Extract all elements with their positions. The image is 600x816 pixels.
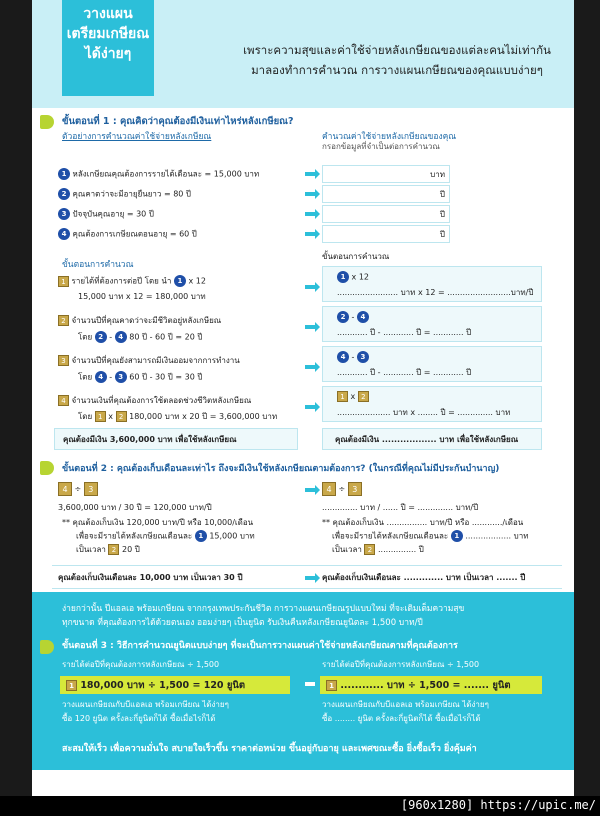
input-income[interactable] <box>322 165 450 183</box>
calc-2-result: 80 ปี - 60 ปี = 20 ปี <box>129 332 203 342</box>
bottom-bar <box>0 796 600 816</box>
calc-box-3[interactable] <box>322 346 542 382</box>
step2-r4 <box>332 544 424 556</box>
intro-text <box>222 40 572 80</box>
title-line-3: ได้ง่ายๆ <box>84 46 132 62</box>
step2-r4-value: ............... ปี <box>378 545 424 554</box>
square-3-icon: 3 <box>58 355 69 366</box>
step1-marker-icon <box>40 115 54 129</box>
step2-r1: .............. บาท / ...... ปี = .............. บาท/ปี <box>322 503 479 512</box>
bottom-intro-2: ทุกขนาด ที่คุณต้องการได้ด้วยตนเอง ออมง่ายๆ เป็นยูนิต รับเงินคืนหลังเกษียณยูนิตละ 1,500 บาท/ปี <box>62 618 423 628</box>
step2-l3 <box>76 530 255 543</box>
calc-4-line-2: โดย 1 x 2 180,000 บาท x 20 ปี = 3,600,000 บาท <box>78 412 278 421</box>
num-3-icon: 3 <box>115 371 127 383</box>
square-4-icon: 4 <box>322 482 336 496</box>
input-retire-age[interactable] <box>322 225 450 243</box>
square-1-icon: 1 <box>337 391 348 402</box>
calc-1-mult: x 12 <box>188 276 206 286</box>
step2-right-formula-icons <box>322 482 362 496</box>
item-3-text: ปัจจุบันคุณอายุ = 30 ปี <box>72 209 154 219</box>
step2-l1: 3,600,000 บาท / 30 ปี = 120,000 บาท/ปี <box>58 503 212 512</box>
square-4-icon: 4 <box>58 482 72 496</box>
step3-right-calc[interactable] <box>320 676 542 694</box>
step2-l3-text: เพื่อจะมีรายได้หลังเกษียณเดือนละ <box>76 531 193 541</box>
calc-box-1-formula: ........................ บาท x 12 = .........................บาท/ปี <box>337 288 534 297</box>
calc-box-4-formula: ..................... บาท x ........ ปี = .............. บาท <box>337 408 511 417</box>
arrow-icon <box>305 212 315 216</box>
square-3-icon: 3 <box>348 482 362 496</box>
calc-4-line-1 <box>58 395 251 407</box>
unit-label: ปี <box>439 210 445 219</box>
calc-3-line-1 <box>58 355 240 367</box>
square-2-icon: 2 <box>364 544 375 555</box>
square-2-icon: 2 <box>358 391 369 402</box>
num-4-icon: 4 <box>357 311 369 323</box>
calc-2-line-1 <box>58 315 221 327</box>
step2-result-right: คุณต้องเก็บเงินเดือนละ ............. บาท เป็นเวลา ....... ปี <box>322 573 526 582</box>
num-4-icon: 4 <box>95 371 107 383</box>
item-1-text: หลังเกษียณคุณต้องการรายได้เดือนละ = 15,000 บาท <box>72 169 260 179</box>
step1-fill-label: กรอกข้อมูลที่จำเป็นต่อการคำนวณ <box>322 142 440 151</box>
calc-2-pre: โดย <box>78 332 93 342</box>
calc-box-3-formula: ............ ปี - ............ ปี = ............ ปี <box>337 368 472 377</box>
square-2-icon: 2 <box>108 544 119 555</box>
step3-left-calc-text: 180,000 บาท ÷ 1,500 = 120 ยูนิต <box>80 680 246 691</box>
calc-box-4-mult: x <box>350 392 356 401</box>
calc-box-3-top: 4 - 3 <box>337 351 369 364</box>
arrow-icon <box>305 232 315 236</box>
calc-2-text: จำนวนปีที่คุณคาดว่าจะมีชีวิตอยู่หลังเกษียณ <box>71 316 222 325</box>
calc-4-result: 180,000 บาท x 20 ปี = 3,600,000 บาท <box>129 412 278 421</box>
num-1-icon: 1 <box>451 530 463 542</box>
num-1-icon: 1 <box>58 168 70 180</box>
step3-left-note-2: ซื้อ 120 ยูนิต ครั้งละกี่ยูนิตก็ได้ ซื้อเมื่อไรก็ได้ <box>62 714 216 723</box>
watermark: [960x1280] https://upic.me/ <box>400 798 596 812</box>
step3-heading: ขั้นตอนที่ 3 : วิธีการคำนวณยูนิตแบบง่ายๆ ที่จะเป็นการวางแผนค่าใช้จ่ายหลังเกษียณตามที่คุณต้องการ <box>62 641 458 651</box>
arrow-icon <box>305 405 315 409</box>
divide-sign: ÷ <box>338 484 346 494</box>
square-1-icon: 1 <box>58 276 69 287</box>
num-1-icon: 1 <box>174 275 186 287</box>
step2-l4-value: 20 ปี <box>122 545 140 554</box>
calc-box-2-formula: ............ ปี - ............ ปี = ............ ปี <box>337 328 472 337</box>
square-1-icon: 1 <box>66 680 77 691</box>
calc-3-line-2: โดย 4 - 3 60 ปี - 30 ปี = 30 ปี <box>78 372 203 382</box>
calc-box-2[interactable] <box>322 306 542 342</box>
calc-3-text: จำนวนปีที่คุณยังสามารถมีเงินออมจากการทำงาน <box>71 356 240 365</box>
step1-heading: ขั้นตอนที่ 1 : คุณคิดว่าคุณต้องมีเงินเท่าไหร่หลังเกษียณ? <box>62 116 294 127</box>
num-2-icon: 2 <box>337 311 349 323</box>
arrow-icon <box>305 325 315 329</box>
num-4-icon: 4 <box>58 228 70 240</box>
step3-left-calc <box>60 676 290 694</box>
calc-box-1[interactable] <box>322 266 542 302</box>
step2-r3 <box>332 530 528 543</box>
step3-right-note-2: ซื้อ ........ ยูนิต ครั้งละกี่ยูนิตก็ได้ ซื้อเมื่อไรก็ได้ <box>322 714 481 723</box>
title-box <box>62 0 154 96</box>
calc-label-left: ขั้นตอนการคำนวณ <box>62 260 134 270</box>
step3-right-note-1: วางแผนเกษียณกับบีแอลเอ พร้อมเกษียณ ได้ง่ายๆ <box>322 700 489 709</box>
num-1-icon: 1 <box>337 271 349 283</box>
num-3-icon: 3 <box>357 351 369 363</box>
calc-box-2-top: 2 - 4 <box>337 311 369 324</box>
item-1 <box>58 168 259 181</box>
intro-line-2: มาลองทำการคำนวณ การวางแผนเกษียณของคุณแบบง่ายๆ <box>251 63 543 77</box>
step2-left-formula-icons <box>58 482 98 496</box>
input-age[interactable] <box>322 205 450 223</box>
bottom-intro-1: ง่ายกว่านั้น ปีแอลเอ พร้อมเกษียณ จากกรุงเทพประกันชีวิต การวางแผนเกษียณรูปแบบใหม่ ที่จะเติมเต็มความสุข <box>62 604 465 614</box>
step3-right-label: รายได้ต่อปีที่คุณต้องการหลังเกษียณ ÷ 1,500 <box>322 660 480 669</box>
intro-line-1: เพราะความสุขและค่าใช้จ่ายหลังเกษียณของแต่ละคนไม่เท่ากัน <box>243 43 551 57</box>
square-2-icon: 2 <box>58 315 69 326</box>
step2-heading: ขั้นตอนที่ 2 : คุณต้องเก็บเดือนละเท่าไร ถึงจะมีเงินใช้หลังเกษียณตามต้องการ? (ในกรณีที่คุณไม่มีประกันบำนาญ) <box>62 464 500 474</box>
calc-label-right: ขั้นตอนการคำนวณ <box>322 252 390 261</box>
calc-box-1-mult: x 12 <box>351 272 370 282</box>
result-box-left <box>54 428 298 450</box>
square-1-icon: 1 <box>95 411 106 422</box>
step3-left-label: รายได้ต่อปีที่คุณต้องการหลังเกษียณ ÷ 1,500 <box>62 660 220 669</box>
right-frame <box>574 0 600 796</box>
square-2-icon: 2 <box>116 411 127 422</box>
result-box-right[interactable] <box>322 428 542 450</box>
divider <box>52 565 562 566</box>
title-line-1: วางแผน <box>83 6 133 22</box>
calc-box-4[interactable] <box>322 386 542 422</box>
calc-1-line-1 <box>58 275 206 288</box>
arrow-icon <box>305 285 315 289</box>
divider <box>52 588 562 589</box>
item-2-text: คุณคาดว่าจะมีอายุยืนยาว = 80 ปี <box>72 189 192 199</box>
arrow-icon <box>305 172 315 176</box>
step2-r4-text: เป็นเวลา <box>332 545 362 554</box>
step3-marker-icon <box>40 640 54 654</box>
bottom-section <box>32 592 574 770</box>
divide-sign: ÷ <box>74 484 82 494</box>
square-1-icon: 1 <box>326 680 337 691</box>
step2-l4 <box>76 544 140 556</box>
step2-l4-text: เป็นเวลา <box>76 545 106 554</box>
step2-marker-icon <box>40 461 54 475</box>
unit-label: ปี <box>439 190 445 199</box>
item-4-text: คุณต้องการเกษียณตอนอายุ = 60 ปี <box>72 229 197 239</box>
calc-box-4-top <box>337 391 369 403</box>
step2-result-left: คุณต้องเก็บเงินเดือนละ 10,000 บาท เป็นเวลา 30 ปี <box>58 573 243 582</box>
unit-label: ปี <box>439 230 445 239</box>
step2-l2: ** คุณต้องเก็บเงิน 120,000 บาท/ปี หรือ 10,000/เดือน <box>62 518 254 527</box>
step3-right-calc-text: ............ บาท ÷ 1,500 = ....... ยูนิต <box>340 680 511 691</box>
num-2-icon: 2 <box>58 188 70 200</box>
square-3-icon: 3 <box>84 482 98 496</box>
step1-example-label: ตัวอย่างการคำนวณค่าใช้จ่ายหลังเกษียณ <box>62 132 212 142</box>
step2-l3-value: 15,000 บาท <box>209 531 255 541</box>
num-4-icon: 4 <box>337 351 349 363</box>
calc-1-line-2: 15,000 บาท x 12 = 180,000 บาท <box>78 292 206 301</box>
bottom-footer: สะสมให้เร็ว เพื่อความมั่นใจ สบายใจเร็วขึ้น ราคาต่อหน่วย ขึ้นอยู่กับอายุ และเพศขณะซื้อ ยิ่งซื้อเร็ว ยิ่งคุ้มค่า <box>62 744 477 754</box>
num-3-icon: 3 <box>58 208 70 220</box>
arrow-icon <box>305 192 315 196</box>
step3-left-note-1: วางแผนเกษียณกับบีแอลเอ พร้อมเกษียณ ได้ง่ายๆ <box>62 700 229 709</box>
calc-3-result: 60 ปี - 30 ปี = 30 ปี <box>129 372 203 382</box>
step1-your-label: คำนวณค่าใช้จ่ายหลังเกษียณของคุณ <box>322 132 457 142</box>
step2-r3-text: เพื่อจะมีรายได้หลังเกษียณเดือนละ <box>332 531 449 541</box>
result-left-text: คุณต้องมีเงิน 3,600,000 บาท เพื่อใช้หลังเกษียณ <box>63 435 237 444</box>
arrow-icon <box>305 365 315 369</box>
arrow-icon <box>305 576 315 580</box>
arrow-icon <box>305 682 315 686</box>
calc-box-1-top <box>337 271 369 284</box>
input-lifespan[interactable] <box>322 185 450 203</box>
item-4 <box>58 228 197 241</box>
num-4-icon: 4 <box>115 331 127 343</box>
step2-r2: ** คุณต้องเก็บเงิน ................ บาท/ปี หรือ ............/เดือน <box>322 518 524 527</box>
unit-label: บาท <box>430 170 445 179</box>
step2-r3-value: .................. บาท <box>465 531 529 541</box>
num-1-icon: 1 <box>195 530 207 542</box>
item-2 <box>58 188 191 201</box>
num-2-icon: 2 <box>95 331 107 343</box>
title-line-2: เตรียมเกษียณ <box>66 26 150 42</box>
item-3 <box>58 208 154 221</box>
arrow-icon <box>305 488 315 492</box>
calc-3-pre: โดย <box>78 372 93 382</box>
square-4-icon: 4 <box>58 395 69 406</box>
calc-4-text: จำนวนเงินที่คุณต้องการใช้ตลอดช่วงชีวิตหลังเกษียณ <box>71 396 252 405</box>
calc-1-text: รายได้ที่ต้องการต่อปี โดย นำ <box>71 276 172 286</box>
document-page <box>32 0 574 796</box>
calc-2-line-2: โดย 2 - 4 80 ปี - 60 ปี = 20 ปี <box>78 332 203 342</box>
calc-4-pre: โดย <box>78 412 93 421</box>
result-right-text: คุณต้องมีเงิน .................. บาท เพื่อใช้หลังเกษียณ <box>335 435 519 444</box>
